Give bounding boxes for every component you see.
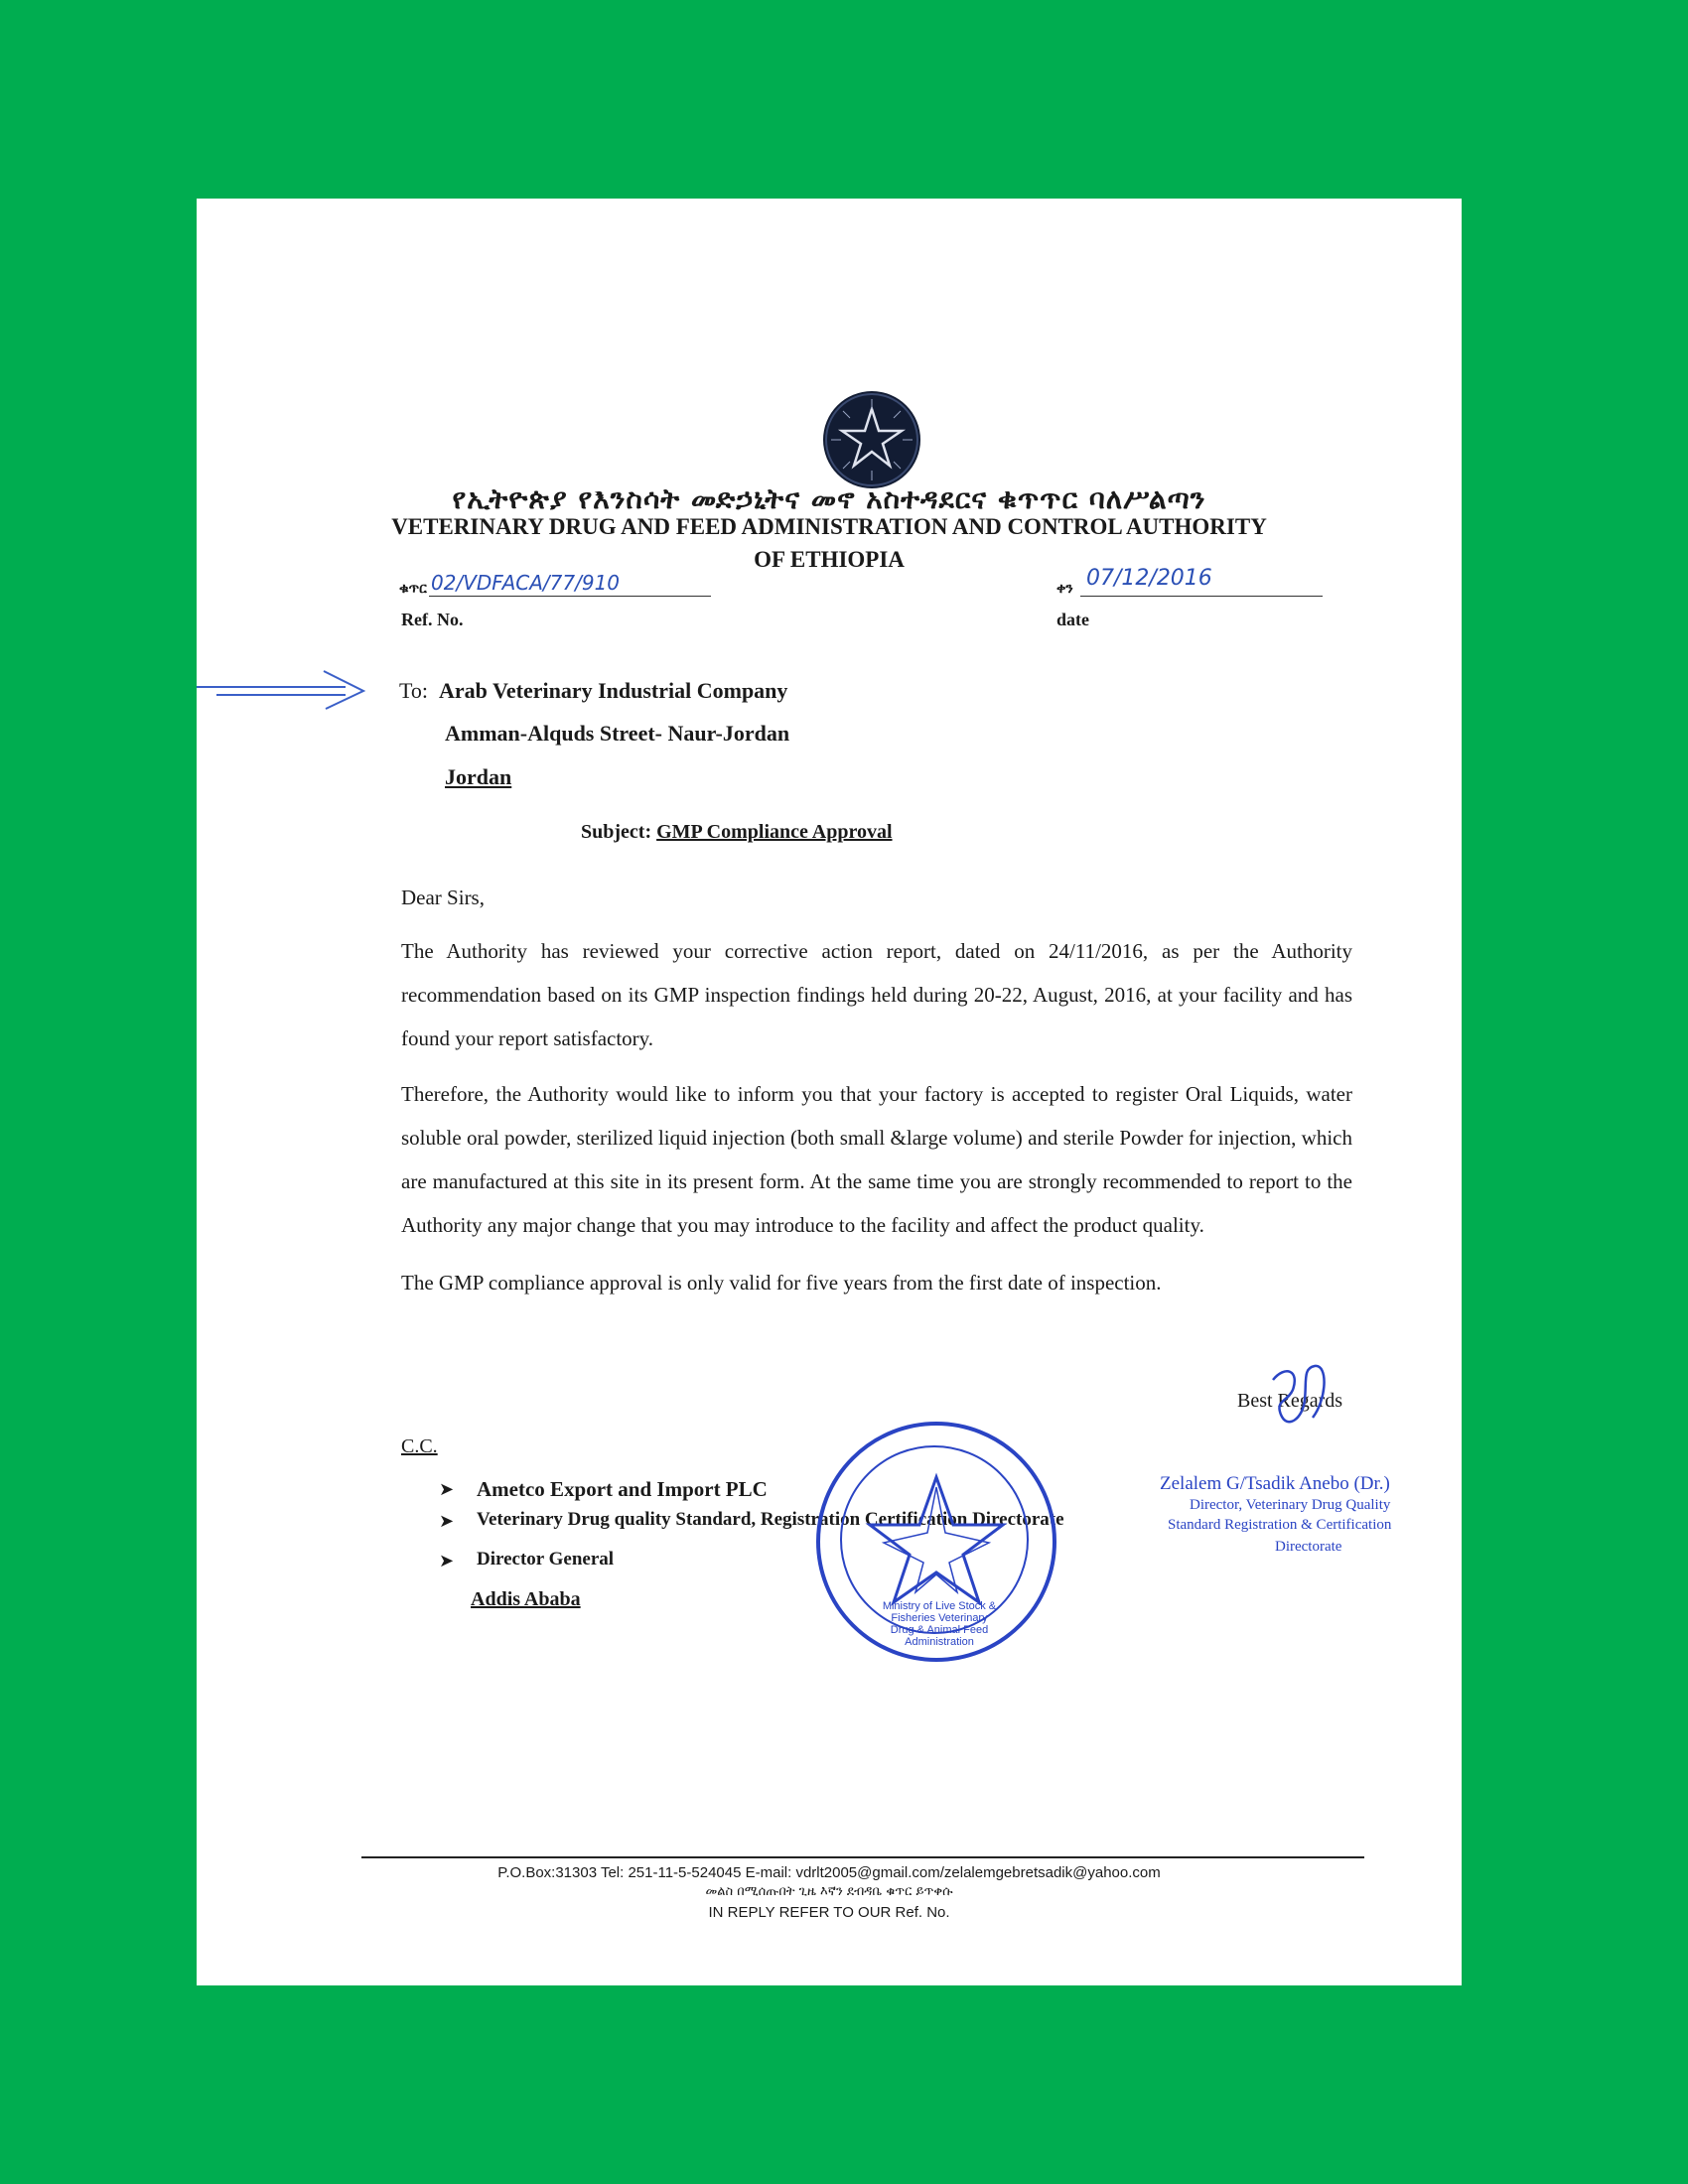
footer-reply-note: IN REPLY REFER TO OUR Ref. No. [708,1904,950,1921]
recipient-address: Amman-Alquds Street- Naur-Jordan [445,721,790,746]
footer-rule [361,1856,1364,1858]
date-prefix: ቀን [1056,581,1073,597]
ref-label: Ref. No. [401,610,464,629]
official-stamp [816,1422,1056,1662]
to-label: To: [399,678,429,703]
body-paragraph-3: The GMP compliance approval is only valid for five years from the first date of inspection. [401,1271,1162,1295]
bullet-arrow-icon: ➤ [439,1551,455,1570]
stamp-text: Ministry of Live Stock & Fisheries Veterinary Drug & Animal Feed Administration [882,1600,997,1648]
date-underline [1080,596,1323,597]
cc-item-3: Director General [477,1549,615,1570]
amharic-authority-title: የኢትዮጵያ የእንስሳት መድኃኒትና መኖ አስተዳደርና ቁጥጥር ባለሥልጣን [452,482,1206,515]
ref-prefix: ቁጥር [399,581,427,597]
body-paragraph-1: The Authority has reviewed your corrective action report, dated on 24/11/2016, as per the Authority recommendation based on its GMP inspection findings held during 20-22, August, 2016, at your facility and has found your report satisfactory. [401,939,1352,1050]
ref-underline [429,596,711,597]
bullet-arrow-icon: ➤ [439,1479,455,1499]
signer-title-line2: Standard Registration & Certification [1168,1517,1392,1533]
best-regards: Best Regards [1237,1390,1343,1412]
bullet-arrow-icon: ➤ [439,1511,455,1531]
signature-scribble-icon [1255,1360,1354,1444]
handwritten-arrow-icon [197,665,375,720]
authority-name-country: OF ETHIOPIA [754,547,905,572]
signer-title-line1: Director, Veterinary Drug Quality [1190,1497,1391,1513]
cc-label: C.C. [401,1435,438,1457]
subject-line [581,821,893,844]
signer-name: Zelalem G/Tsadik Anebo (Dr.) [1160,1473,1390,1494]
footer-amharic: መልስ በሚሰጡበት ጊዜ እኛን ደብዳቤ ቁጥር ይጥቀሱ [705,1884,953,1899]
date-handwritten: 07/12/2016 [1086,566,1212,591]
ethiopia-emblem-icon [823,391,920,488]
authority-name: VETERINARY DRUG AND FEED ADMINISTRATION AND CONTROL AUTHORITY [391,514,1267,539]
signer-title-line3: Directorate [1275,1539,1342,1555]
body-paragraph-2: Therefore, the Authority would like to inform you that your factory is accepted to register Oral Liquids, water soluble oral powder, sterilized liquid injection (both small &large volume) and sterile Powder for injection, which are manufactured at this site in its present form. At the same time you are strongly recommended to report to the Authority any major change that you may introduce to the facility and affect the product quality. [401,1082,1352,1237]
cc-city: Addis Ababa [471,1588,581,1610]
subject-label: Subject: [581,821,652,843]
date-label: date [1056,610,1089,629]
cc-item-1: Ametco Export and Import PLC [477,1477,768,1501]
letter-page [197,199,1462,1985]
subject-text: GMP Compliance Approval [656,821,893,843]
salutation: Dear Sirs, [401,886,485,909]
recipient-name: Arab Veterinary Industrial Company [439,678,788,703]
cc-item-2: Veterinary Drug quality Standard, Registration Certification Directorate [477,1509,1064,1530]
recipient-country: Jordan [445,764,512,789]
ref-number-handwritten: 02/VDFACA/77/910 [431,571,621,595]
footer-contact: P.O.Box:31303 Tel: 251-11-5-524045 E-mail: vdrlt2005@gmail.com/zelalemgebretsadik@yahoo.com [497,1864,1161,1881]
